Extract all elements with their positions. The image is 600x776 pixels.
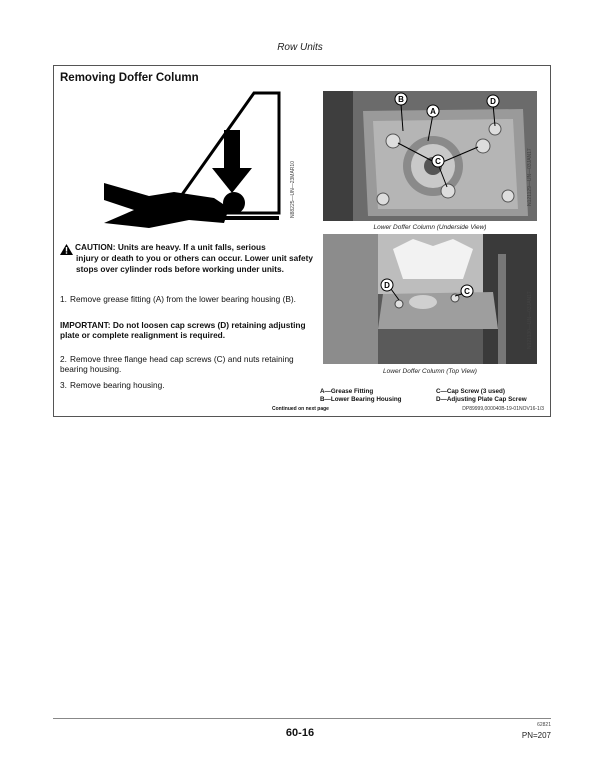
running-header: Row Units [277,42,323,53]
callout-c-label: C [435,157,441,166]
important-note: IMPORTANT: Do not loosen cap screws (D) retaining adjusting plate or complete realignment is required. [60,320,306,340]
photo2-code: N121130—UN—03JAN17 [527,291,533,349]
top-view-photo [323,234,537,364]
legend-right [436,388,527,404]
step-1: 1. Remove grease fitting (A) from the lower bearing housing (B). [60,294,296,304]
caution-lead: CAUTION: Units are heavy. If a unit falls, serious [75,242,266,252]
caution-text: injury or death to you or others can occur. Lower unit safety stops over cylinder rods before working under units. [76,253,313,274]
legend-a: A—Grease Fitting [320,388,374,395]
arrow-shaft [224,130,240,170]
footer-rule [53,718,551,719]
procedure-section [53,65,551,417]
step-3: 3. Remove bearing housing. [60,380,165,390]
step-2: 2. Remove three flange head cap screws (C) and nuts retaining bearing housing. [60,354,294,374]
warning-figure-code: N88225—UN—23MAR10 [290,161,296,218]
caution-block [60,242,315,275]
photo1-caption: Lower Doffer Column (Underside View) [373,224,487,231]
pn-label: PN=207 [521,731,551,740]
section-title: Removing Doffer Column [60,72,199,84]
document-id: DP89999,000040B-19-01NOV16-1/3 [462,406,544,412]
crush-hazard-pictogram [94,88,284,238]
underside-view-photo [323,91,537,221]
photo2-caption: Lower Doffer Column (Top View) [383,368,477,375]
legend-left [320,388,402,404]
photo1-code: N121129—UN—03JAN17 [527,148,533,206]
page-number: 60-16 [285,727,315,739]
ground-line [214,216,279,220]
legend-c: C—Cap Screw (3 used) [436,388,505,395]
callout-a-label: A [430,107,436,116]
footer-small-code: 62821 [537,722,551,728]
legend-b: B—Lower Bearing Housing [320,396,402,403]
callout-d2-label: D [384,281,390,290]
callout-c2-label: C [464,287,470,296]
legend-d: D—Adjusting Plate Cap Screw [436,396,527,403]
callout-b-label: B [398,95,404,104]
callout-d-label: D [490,97,496,106]
warning-triangle-icon [60,244,73,255]
continued-note: Continued on next page [272,406,329,412]
